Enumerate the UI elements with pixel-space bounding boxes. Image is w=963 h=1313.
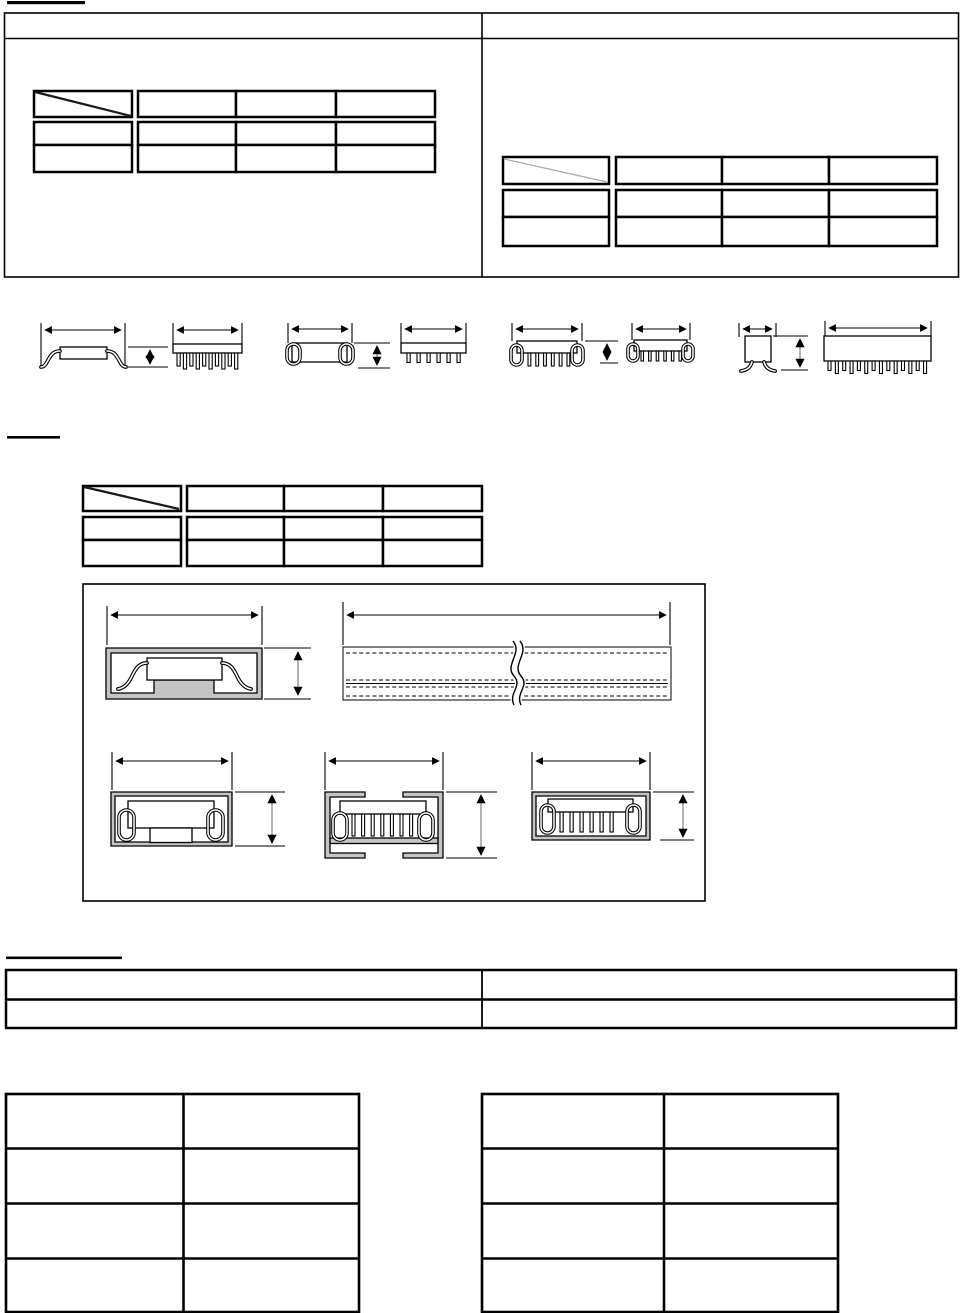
- package-body: [517, 341, 577, 353]
- row-label-cell: [503, 190, 609, 217]
- c-channel-tube-cross-section-diagram: [325, 752, 497, 858]
- header-cell: [383, 486, 482, 511]
- carrier-pocket-cross-section-diagram: [106, 606, 311, 699]
- packing-matrix-table: [83, 486, 482, 566]
- row-label-cell: [503, 217, 609, 246]
- packing-figure-box: [83, 584, 705, 901]
- package-body: [128, 801, 214, 828]
- package-body: [147, 658, 222, 680]
- package-body: [548, 799, 633, 812]
- row-label-cell: [83, 540, 181, 566]
- package-body: [634, 340, 687, 351]
- body-cell: [187, 517, 284, 540]
- j-lead-pin-front-view-diagram: [511, 323, 618, 366]
- bottom-left-table: [6, 1094, 359, 1312]
- tube-outline: [343, 647, 671, 700]
- body-cell: [336, 122, 435, 145]
- body-cell: [383, 517, 482, 540]
- tube-cross-section-j-lead-diagram: [111, 752, 285, 846]
- header-cell: [722, 157, 829, 184]
- row-label-cell: [83, 517, 181, 540]
- header-cell: [284, 486, 383, 511]
- body-cell: [284, 517, 383, 540]
- small-gullwing-side-view-diagram: [739, 323, 808, 371]
- right-matrix-table: [503, 157, 937, 246]
- left-matrix-table: [34, 91, 435, 172]
- body-cell: [138, 145, 236, 172]
- gullwing-side-view-diagram: [41, 323, 168, 368]
- packing-heading-underline: [7, 436, 60, 439]
- body-cell: [722, 217, 829, 246]
- compact-tube-cross-section-diagram: [532, 752, 694, 840]
- dual-row-pin-front-view-diagram: [173, 323, 242, 369]
- body-cell: [236, 122, 336, 145]
- package-body: [745, 336, 771, 362]
- header-cell: [236, 91, 336, 117]
- package-body: [824, 336, 931, 361]
- package-body: [340, 801, 426, 814]
- package-standoff: [150, 828, 192, 843]
- row-label-cell: [34, 122, 132, 145]
- body-cell: [616, 217, 722, 246]
- figure-box-border: [83, 584, 705, 901]
- header-cell: [187, 486, 284, 511]
- wide-pin-front-view-diagram: [824, 321, 931, 374]
- header-cell: [829, 157, 937, 184]
- top-heading-underline: [7, 1, 85, 4]
- body-cell: [187, 540, 284, 566]
- small-j-lead-front-view-diagram: [628, 323, 693, 361]
- body-cell: [336, 145, 435, 172]
- body-cell: [138, 122, 236, 145]
- tube-side-view-diagram: [343, 602, 671, 705]
- notes-heading-underline: [6, 957, 122, 960]
- body-cell: [829, 190, 937, 217]
- header-cell: [138, 91, 236, 117]
- j-lead-side-view-diagram: [287, 323, 390, 368]
- body-cell: [616, 190, 722, 217]
- notes-divider-table: [6, 970, 956, 1028]
- bottom-right-table: [482, 1094, 838, 1312]
- package-body: [401, 343, 466, 353]
- body-cell: [829, 217, 937, 246]
- package-body: [173, 344, 242, 353]
- body-cell: [383, 540, 482, 566]
- package-body: [60, 347, 107, 359]
- header-cell: [616, 157, 722, 184]
- package-outline-row: [41, 321, 931, 374]
- body-cell: [284, 540, 383, 566]
- body-cell: [722, 190, 829, 217]
- body-cell: [236, 145, 336, 172]
- header-cell: [336, 91, 435, 117]
- row-label-cell: [34, 145, 132, 172]
- pin-front-view-diagram: [401, 323, 466, 363]
